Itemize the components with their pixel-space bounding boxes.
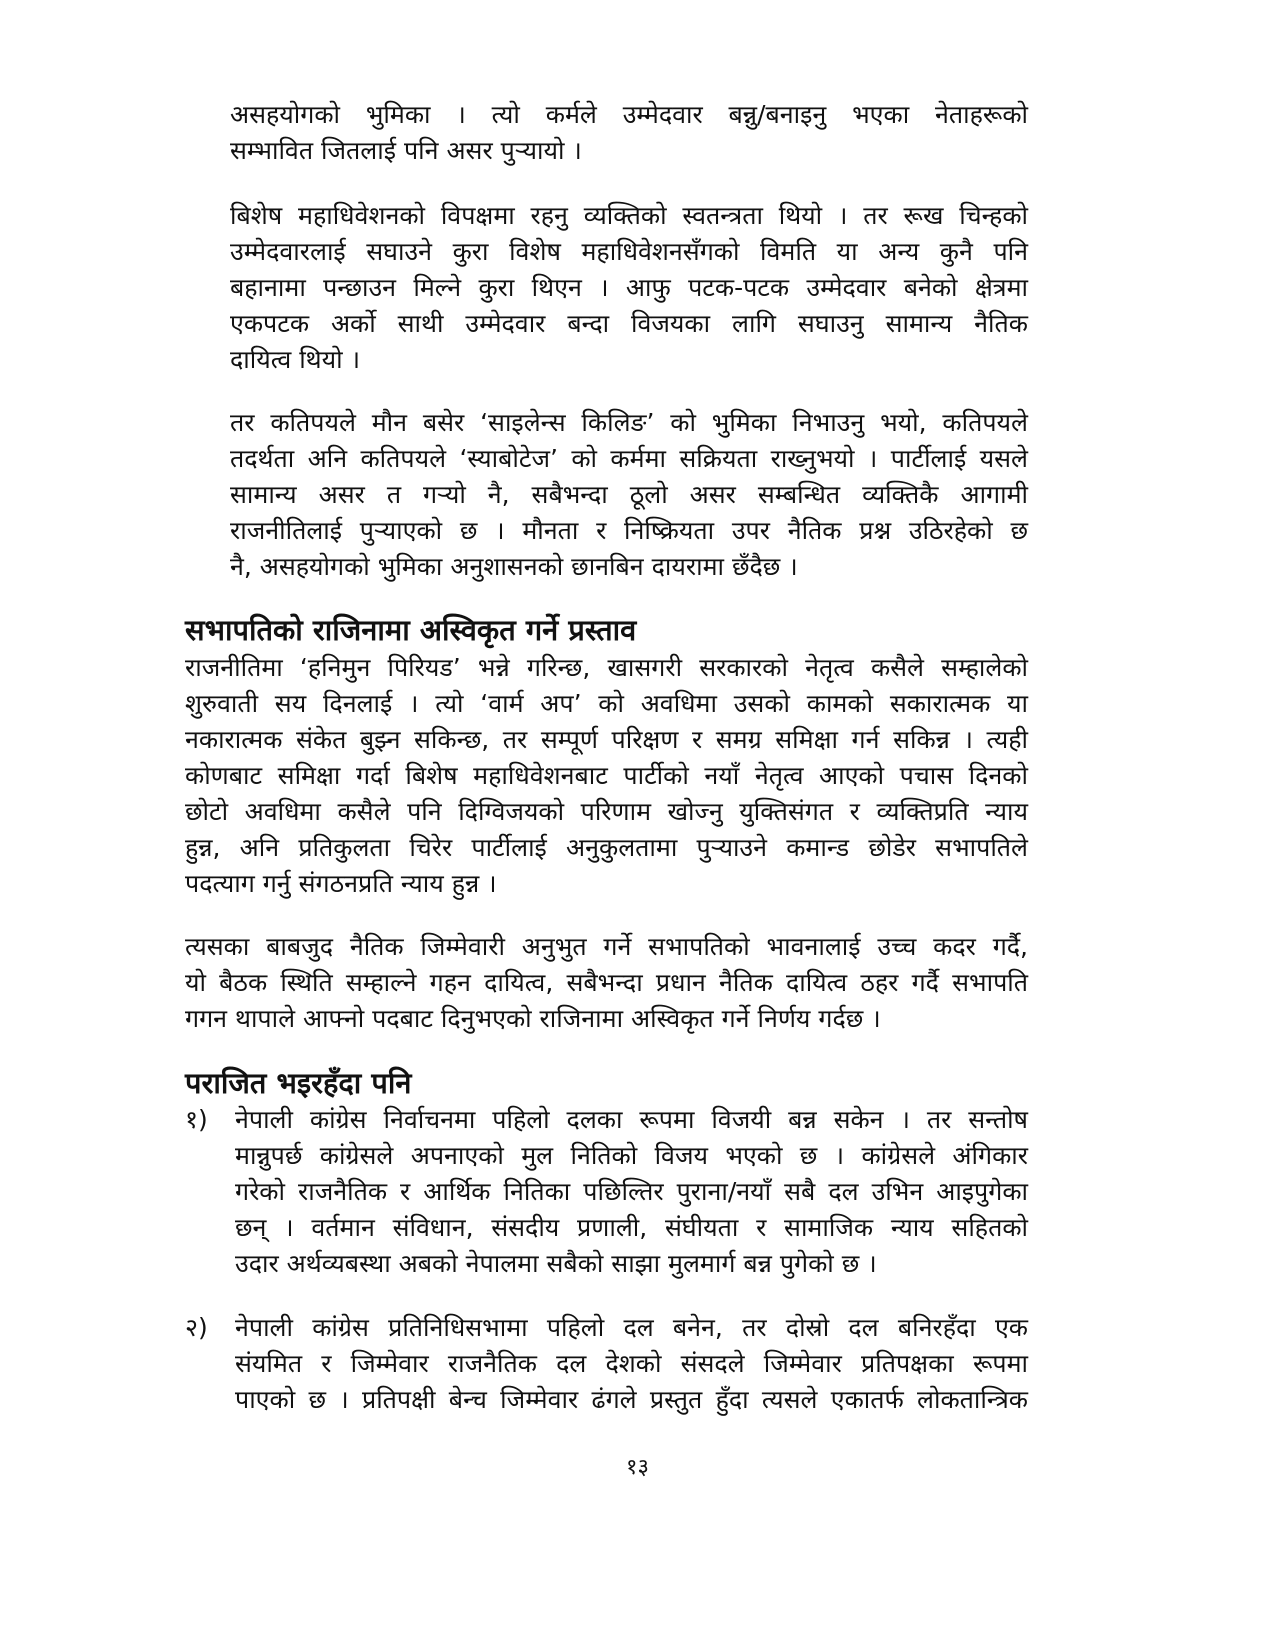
- list-number: १): [185, 1105, 208, 1134]
- text-line: पाएको छ । प्रतिपक्षी बेन्च जिम्मेवार ढंगले प्रस्तुत हुँदा त्यसले एकातर्फ लोकतान्त्रिक: [235, 1385, 1028, 1414]
- text-line: तदर्थता अनि कतिपयले ‘स्याबोटेज’ को कर्ममा सक्रियता राख्नुभयो । पार्टीलाई यसले: [230, 444, 1028, 473]
- text-line: राजनीतिलाई पुऱ्याएको छ । मौनता र निष्क्रियता उपर नैतिक प्रश्न उठिरहेको छ: [230, 516, 1028, 545]
- text-line: हुन्न, अनि प्रतिकुलता चिरेर पार्टीलाई अनुकुलतामा पुऱ्याउने कमान्ड छोडेर सभापतिले: [185, 833, 1028, 862]
- text-line: बिशेष महाधिवेशनको विपक्षमा रहनु व्यक्तिको स्वतन्त्रता थियो । तर रूख चिन्हको: [230, 201, 1028, 230]
- text-line: उम्मेदवारलाई सघाउने कुरा विशेष महाधिवेशनसँगको विमति या अन्य कुनै पनि: [230, 237, 1028, 266]
- text-line: राजनीतिमा ‘हनिमुन पिरियड’ भन्ने गरिन्छ, खासगरी सरकारको नेतृत्व कसैले सम्हालेको: [185, 653, 1028, 682]
- text-line: बहानामा पन्छाउन मिल्ने कुरा थिएन । आफु पटक-पटक उम्मेदवार बनेको क्षेत्रमा: [230, 273, 1028, 302]
- text-line: नेपाली कांग्रेस प्रतिनिधिसभामा पहिलो दल बनेन, तर दोस्रो दल बनिरहँदा एक: [235, 1313, 1028, 1342]
- text-line: दायित्व थियो ।: [230, 345, 361, 374]
- text-line: छन् । वर्तमान संविधान, संसदीय प्रणाली, संघीयता र सामाजिक न्याय सहितको: [235, 1213, 1028, 1242]
- text-line: असहयोगको भुमिका । त्यो कर्मले उम्मेदवार बन्नु/बनाइनु भएका नेताहरूको: [230, 100, 1028, 129]
- section-heading: सभापतिको राजिनामा अस्विकृत गर्ने प्रस्ताव: [185, 613, 637, 647]
- text-line: मान्नुपर्छ कांग्रेसले अपनाएको मुल नितिको विजय भएको छ । कांग्रेसले अंगिकार: [235, 1141, 1028, 1170]
- text-line: शुरुवाती सय दिनलाई । त्यो ‘वार्म अप’ को अवधिमा उसको कामको सकारात्मक या: [185, 689, 1028, 718]
- text-line: सम्भावित जितलाई पनि असर पुऱ्यायो ।: [230, 136, 582, 165]
- text-line: नै, असहयोगको भुमिका अनुशासनको छानबिन दायरामा छँदैछ ।: [230, 552, 798, 581]
- page-number: १३: [626, 1455, 649, 1480]
- section-heading: पराजित भइरहँदा पनि: [185, 1066, 412, 1100]
- text-line: कोणबाट समिक्षा गर्दा बिशेष महाधिवेशनबाट पार्टीको नयाँ नेतृत्व आएको पचास दिनको: [185, 761, 1028, 790]
- text-line: सामान्य असर त गऱ्यो नै, सबैभन्दा ठूलो असर सम्बन्धित व्यक्तिकै आगामी: [230, 480, 1028, 509]
- text-line: संयमित र जिम्मेवार राजनैतिक दल देशको संसदले जिम्मेवार प्रतिपक्षका रूपमा: [235, 1349, 1028, 1378]
- text-line: पदत्याग गर्नु संगठनप्रति न्याय हुन्न ।: [185, 869, 497, 898]
- text-line: छोटो अवधिमा कसैले पनि दिग्विजयको परिणाम खोज्नु युक्तिसंगत र व्यक्तिप्रति न्याय: [185, 797, 1028, 826]
- text-line: गगन थापाले आफ्नो पदबाट दिनुभएको राजिनामा अस्विकृत गर्ने निर्णय गर्दछ ।: [185, 1004, 881, 1033]
- text-line: उदार अर्थव्यबस्था अबको नेपालमा सबैको साझा मुलमार्ग बन्न पुगेको छ ।: [235, 1249, 877, 1278]
- text-line: गरेको राजनैतिक र आर्थिक नितिका पछिल्तिर पुराना/नयाँ सबै दल उभिन आइपुगेका: [235, 1177, 1028, 1206]
- text-line: यो बैठक स्थिति सम्हाल्ने गहन दायित्व, सबैभन्दा प्रधान नैतिक दायित्व ठहर गर्दै सभापति: [185, 968, 1028, 997]
- text-line: एकपटक अर्को साथी उम्मेदवार बन्दा विजयका लागि सघाउनु सामान्य नैतिक: [230, 309, 1028, 338]
- text-line: तर कतिपयले मौन बसेर ‘साइलेन्स किलिङ’ को भुमिका निभाउनु भयो, कतिपयले: [230, 408, 1028, 437]
- text-line: त्यसका बाबजुद नैतिक जिम्मेवारी अनुभुत गर्ने सभापतिको भावनालाई उच्च कदर गर्दै,: [185, 932, 1028, 961]
- text-line: नेपाली कांग्रेस निर्वाचनमा पहिलो दलका रूपमा विजयी बन्न सकेन । तर सन्तोष: [235, 1105, 1028, 1134]
- text-line: नकारात्मक संकेत बुझ्न सकिन्छ, तर सम्पूर्ण परिक्षण र समग्र समिक्षा गर्न सकिन्न । त्यही: [185, 725, 1028, 754]
- list-number: २): [185, 1313, 208, 1342]
